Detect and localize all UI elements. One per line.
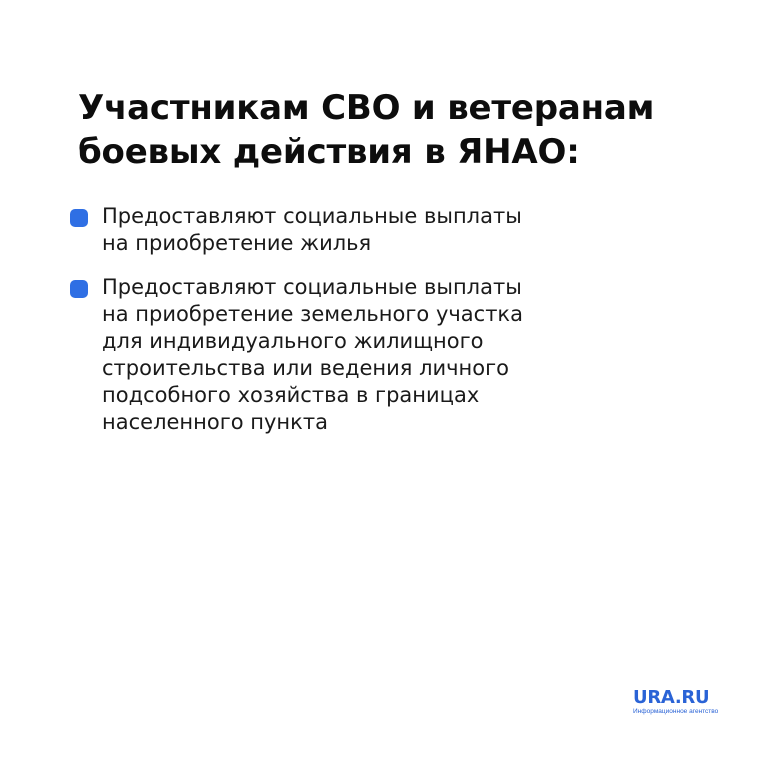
list-item-text [102, 203, 630, 257]
list-item-line: подсобного хозяйства в границах [102, 383, 480, 407]
page-title [78, 86, 698, 174]
list-item-line: строительства или ведения личного [102, 356, 510, 380]
list-item-text [102, 274, 630, 436]
ura-ru-logo [633, 689, 723, 717]
rounded-square-bullet-icon [70, 280, 88, 298]
list-item-line: для индивидуального жилищного [102, 329, 484, 353]
list-item-line: Предоставляют социальные выплаты [102, 204, 522, 228]
rounded-square-bullet-icon [70, 209, 88, 227]
list-item [70, 203, 630, 257]
title-line: Участникам СВО и ветеранам [78, 88, 655, 128]
logo-tagline: Информационное агентство [633, 708, 719, 715]
logo-name: URA.RU [633, 687, 710, 708]
list-item-line: населенного пункта [102, 410, 328, 434]
title-line: боевых действия в ЯНАО: [78, 132, 580, 172]
list-item-line: на приобретение жилья [102, 231, 372, 255]
list-item-line: на приобретение земельного участка [102, 302, 523, 326]
list-item-line: Предоставляют социальные выплаты [102, 275, 522, 299]
list-item [70, 274, 630, 436]
benefits-list [70, 203, 630, 453]
